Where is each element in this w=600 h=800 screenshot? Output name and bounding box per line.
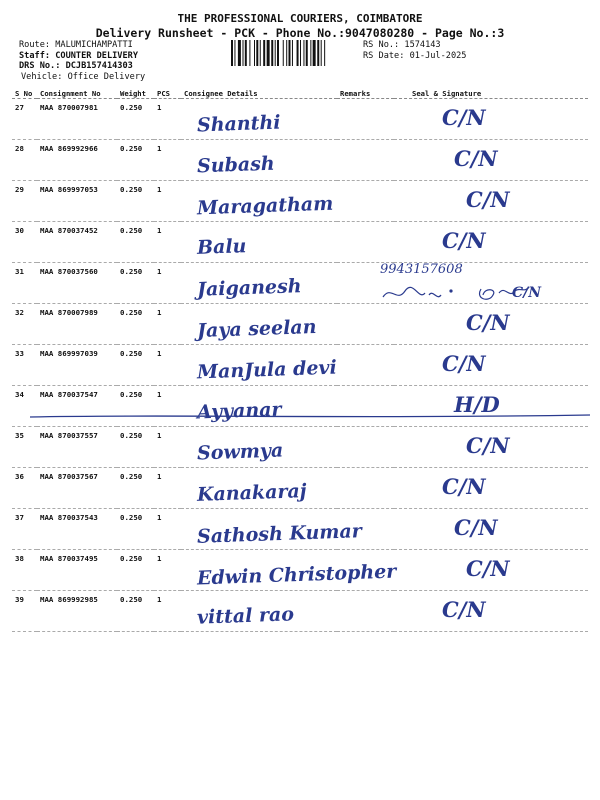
drs-label: DRS No.: DCJB157414303: [19, 61, 133, 72]
cell-sno: [12, 345, 37, 386]
table-row: [12, 509, 588, 550]
handwritten-phone-note: 9943157608: [380, 262, 463, 277]
cell-weight: [117, 181, 154, 222]
handwritten-signature-scribble: [381, 283, 541, 309]
cell-pcs-text: 1: [157, 144, 162, 153]
cell-sno-text: 27: [15, 103, 24, 112]
consignee-name-handwritten: Shanthi: [196, 111, 281, 137]
staff-label: Staff: COUNTER DELIVERY: [19, 50, 138, 61]
column-header-signature: Seal & Signature: [394, 88, 588, 99]
barcode-bar: [260, 40, 261, 66]
runsheet-meta-left: [19, 40, 145, 82]
cell-weight: [117, 304, 154, 345]
signature-handwritten: C/N: [442, 351, 486, 376]
cell-consignment-no: [37, 591, 117, 632]
signature-handwritten: C/N: [442, 597, 486, 622]
table-row: [12, 140, 588, 181]
cell-weight-text: 0.250: [120, 595, 143, 604]
consignee-name-handwritten: Sathosh Kumar: [196, 520, 363, 548]
rs-date-label: RS Date: 01-Jul-2025: [363, 50, 467, 61]
runsheet-subtitle: Delivery Runsheet - PCK - Phone No.:9047080280 - Page No.:3: [95, 26, 505, 40]
signature-handwritten: C/N: [454, 515, 498, 540]
cell-remarks: [337, 140, 394, 181]
cell-consignment-no: [37, 345, 117, 386]
cell-weight-text: 0.250: [120, 308, 143, 317]
cell-sno-text: 36: [15, 472, 24, 481]
cell-remarks: [337, 345, 394, 386]
table-row: [12, 550, 588, 591]
consignee-name-handwritten: Sowmya: [196, 439, 284, 465]
consignee-name-handwritten: Edwin Christopher: [196, 560, 397, 590]
barcode-bar: [283, 40, 284, 66]
cell-pcs-text: 1: [157, 431, 162, 440]
barcode-bar: [263, 40, 265, 66]
cell-sno-text: 39: [15, 595, 24, 604]
cell-consignment-no-text: MAA 869997039: [40, 349, 98, 358]
cell-weight-text: 0.250: [120, 185, 143, 194]
cell-consignee: [181, 263, 337, 304]
cell-consignment-no: [37, 550, 117, 591]
cell-consignee: [181, 222, 337, 263]
signature-handwritten: C/N: [442, 228, 486, 253]
cell-consignment-no-text: MAA 869997053: [40, 185, 98, 194]
cell-weight-text: 0.250: [120, 103, 143, 112]
cell-consignment-no: [37, 99, 117, 140]
cell-consignee: [181, 468, 337, 509]
cell-weight: [117, 427, 154, 468]
consignee-name-handwritten: Maragatham: [196, 192, 334, 220]
cell-consignment-no: [37, 386, 117, 427]
cell-pcs: [154, 304, 181, 345]
cell-consignment-no-text: MAA 870037543: [40, 513, 98, 522]
cell-weight-text: 0.250: [120, 513, 143, 522]
cell-pcs: [154, 181, 181, 222]
vehicle-label: Vehicle: Office Delivery: [21, 71, 146, 82]
cell-consignment-no-text: MAA 870007989: [40, 308, 98, 317]
barcode-bar: [303, 40, 304, 66]
cell-weight: [117, 591, 154, 632]
barcode-bar: [245, 40, 247, 66]
cell-pcs: [154, 591, 181, 632]
cell-signature: [394, 181, 588, 222]
barcode-bar: [238, 40, 241, 66]
cell-consignment-no-text: MAA 869992985: [40, 595, 98, 604]
cell-consignment-no-text: MAA 870037452: [40, 226, 98, 235]
consignee-name-handwritten: Balu: [196, 235, 247, 259]
table-row: [12, 591, 588, 632]
cell-consignment-no-text: MAA 870037547: [40, 390, 98, 399]
cell-signature: [394, 222, 588, 263]
column-header-consignment: Consignment No: [37, 88, 117, 99]
cell-signature: [394, 345, 588, 386]
signature-handwritten: H/D: [454, 392, 500, 417]
cell-consignment-no: [37, 468, 117, 509]
cell-consignment-no-text: MAA 870037495: [40, 554, 98, 563]
cell-signature: [394, 509, 588, 550]
cell-remarks: [337, 181, 394, 222]
cell-remarks: [337, 99, 394, 140]
cell-weight: [117, 222, 154, 263]
cell-signature: [394, 140, 588, 181]
cell-signature: [394, 468, 588, 509]
cell-sno-text: 30: [15, 226, 24, 235]
cell-remarks: [337, 509, 394, 550]
barcode-bar: [277, 40, 279, 66]
runsheet-table: [12, 88, 588, 632]
cell-pcs: [154, 263, 181, 304]
barcode-bar: [231, 40, 233, 66]
barcode-bar: [317, 40, 319, 66]
cell-consignee: [181, 140, 337, 181]
barcode-bar: [254, 40, 255, 66]
table-row: [12, 345, 588, 386]
cell-pcs: [154, 427, 181, 468]
cell-consignment-no: [37, 181, 117, 222]
signature-handwritten: C/N: [442, 105, 486, 130]
cell-sno: [12, 427, 37, 468]
cell-sno: [12, 386, 37, 427]
table-header-row: [12, 88, 588, 99]
cell-signature: [394, 386, 588, 427]
signature-handwritten: C/N: [466, 556, 510, 581]
cell-pcs-text: 1: [157, 390, 162, 399]
cell-pcs-text: 1: [157, 226, 162, 235]
table-row: [12, 99, 588, 140]
cell-consignment-no: [37, 509, 117, 550]
cell-sno-text: 32: [15, 308, 24, 317]
consignee-name-handwritten: Jaiganesh: [196, 275, 302, 301]
cell-pcs-text: 1: [157, 267, 162, 276]
cell-consignee: [181, 304, 337, 345]
cell-consignee: [181, 99, 337, 140]
cell-sno-text: 37: [15, 513, 24, 522]
consignee-name-handwritten: Kanakaraj: [196, 480, 307, 506]
barcode-bar: [321, 40, 322, 66]
cell-weight-text: 0.250: [120, 267, 143, 276]
cell-sno-text: 34: [15, 390, 24, 399]
company-title: THE PROFESSIONAL COURIERS, COIMBATORE: [177, 12, 423, 25]
cell-consignment-no: [37, 263, 117, 304]
barcode-image: [231, 40, 353, 66]
cell-sno-text: 33: [15, 349, 24, 358]
cell-sno: [12, 509, 37, 550]
cell-pcs-text: 1: [157, 185, 162, 194]
signature-handwritten: C/N: [466, 187, 510, 212]
cell-signature: [394, 550, 588, 591]
consignee-name-handwritten: vittal rao: [196, 603, 295, 629]
cell-remarks: [337, 468, 394, 509]
barcode-bar: [234, 40, 235, 66]
cell-sno: [12, 99, 37, 140]
signature-handwritten: C/N: [512, 285, 542, 301]
cell-pcs: [154, 222, 181, 263]
cell-weight: [117, 99, 154, 140]
cell-weight-text: 0.250: [120, 390, 143, 399]
cell-weight-text: 0.250: [120, 554, 143, 563]
cell-pcs-text: 1: [157, 595, 162, 604]
cell-pcs: [154, 99, 181, 140]
cell-remarks: [337, 550, 394, 591]
route-label: Route: MALUMICHAMPATTI: [19, 40, 133, 50]
cell-pcs-text: 1: [157, 103, 162, 112]
runsheet-meta-right: [363, 40, 466, 61]
consignee-name-handwritten: Jaya seelan: [196, 315, 317, 343]
barcode-bar: [289, 40, 291, 66]
cell-sno-text: 35: [15, 431, 24, 440]
cell-sno-text: 28: [15, 144, 24, 153]
cell-weight: [117, 468, 154, 509]
cell-weight-text: 0.250: [120, 431, 143, 440]
barcode-bar: [286, 40, 287, 66]
cell-consignee: [181, 386, 337, 427]
cell-weight-text: 0.250: [120, 144, 143, 153]
cell-sno: [12, 550, 37, 591]
cell-pcs: [154, 550, 181, 591]
cell-sno: [12, 140, 37, 181]
barcode-bar: [306, 40, 308, 66]
cell-weight: [117, 345, 154, 386]
cell-pcs-text: 1: [157, 308, 162, 317]
cell-consignee: [181, 181, 337, 222]
signature-handwritten: C/N: [466, 310, 510, 335]
cell-pcs: [154, 386, 181, 427]
cell-sno: [12, 181, 37, 222]
cell-remarks: [337, 427, 394, 468]
cell-signature: [394, 427, 588, 468]
cell-consignee: [181, 550, 397, 591]
cell-pcs-text: 1: [157, 554, 162, 563]
cell-pcs-text: 1: [157, 349, 162, 358]
cell-consignment-no: [37, 427, 117, 468]
cell-sno: [12, 304, 37, 345]
barcode-bar: [243, 40, 244, 66]
cell-weight: [117, 263, 154, 304]
cell-sno: [12, 468, 37, 509]
cell-sno: [12, 263, 37, 304]
cell-consignment-no: [37, 304, 117, 345]
barcode-bar: [275, 40, 276, 66]
table-row: [12, 468, 588, 509]
table-row: [12, 181, 588, 222]
barcode-bar: [271, 40, 273, 66]
cell-weight: [117, 386, 154, 427]
table-row: [12, 427, 588, 468]
column-header-sno: S No: [12, 88, 37, 99]
consignee-name-handwritten: Ayyanar: [196, 398, 282, 424]
cell-consignee: [181, 509, 363, 550]
cell-weight-text: 0.250: [120, 349, 143, 358]
table-row: [12, 386, 588, 427]
cell-weight-text: 0.250: [120, 472, 143, 481]
cell-consignment-no: [37, 140, 117, 181]
cell-sno-text: 38: [15, 554, 24, 563]
barcode-bar: [256, 40, 258, 66]
cell-consignment-no: [37, 222, 117, 263]
barcode-bar: [310, 40, 311, 66]
cell-weight: [117, 509, 154, 550]
column-header-pcs: PCS: [154, 88, 181, 99]
cell-remarks: [337, 304, 394, 345]
signature-handwritten: C/N: [454, 146, 498, 171]
cell-pcs: [154, 468, 181, 509]
cell-remarks: [337, 591, 394, 632]
consignee-name-handwritten: ManJula devi: [196, 356, 338, 384]
cell-sno: [12, 591, 37, 632]
cell-pcs: [154, 345, 181, 386]
barcode-bar: [292, 40, 293, 66]
cell-remarks: [337, 222, 394, 263]
table-row: [12, 222, 588, 263]
column-header-consignee: Consignee Details: [181, 88, 337, 99]
cell-consignment-no-text: MAA 870037567: [40, 472, 98, 481]
cell-consignee: [181, 427, 337, 468]
cell-consignment-no-text: MAA 870037557: [40, 431, 98, 440]
cell-sno-text: 29: [15, 185, 24, 194]
cell-remarks: [337, 386, 394, 427]
cell-consignment-no-text: MAA 869992966: [40, 144, 98, 153]
cell-weight: [117, 550, 154, 591]
consignee-name-handwritten: Subash: [196, 152, 276, 178]
cell-weight: [117, 140, 154, 181]
barcode-bar: [249, 40, 250, 66]
cell-pcs: [154, 140, 181, 181]
rs-number-label: RS No.: 1574143: [363, 40, 441, 50]
cell-consignment-no-text: MAA 870007981: [40, 103, 98, 112]
table-row: [12, 304, 588, 345]
cell-signature: [394, 591, 588, 632]
column-header-weight: Weight: [117, 88, 154, 99]
barcode-bar: [297, 40, 299, 66]
cell-consignment-no-text: MAA 870037560: [40, 267, 98, 276]
barcode-bar: [324, 40, 325, 66]
cell-sno-text: 31: [15, 267, 24, 276]
column-header-remarks: Remarks: [337, 88, 394, 99]
cell-consignee: [181, 591, 337, 632]
cell-pcs: [154, 509, 181, 550]
barcode-bar: [300, 40, 301, 66]
signature-handwritten: C/N: [466, 433, 510, 458]
cell-pcs-text: 1: [157, 472, 162, 481]
cell-pcs-text: 1: [157, 513, 162, 522]
barcode-bar: [313, 40, 316, 66]
cell-signature: [394, 99, 588, 140]
cell-signature: [394, 304, 588, 345]
cell-consignee: [181, 345, 337, 386]
cell-sno: [12, 222, 37, 263]
signature-handwritten: C/N: [442, 474, 486, 499]
barcode-bar: [267, 40, 270, 66]
strike-through-line: [30, 412, 590, 420]
cell-weight-text: 0.250: [120, 226, 143, 235]
